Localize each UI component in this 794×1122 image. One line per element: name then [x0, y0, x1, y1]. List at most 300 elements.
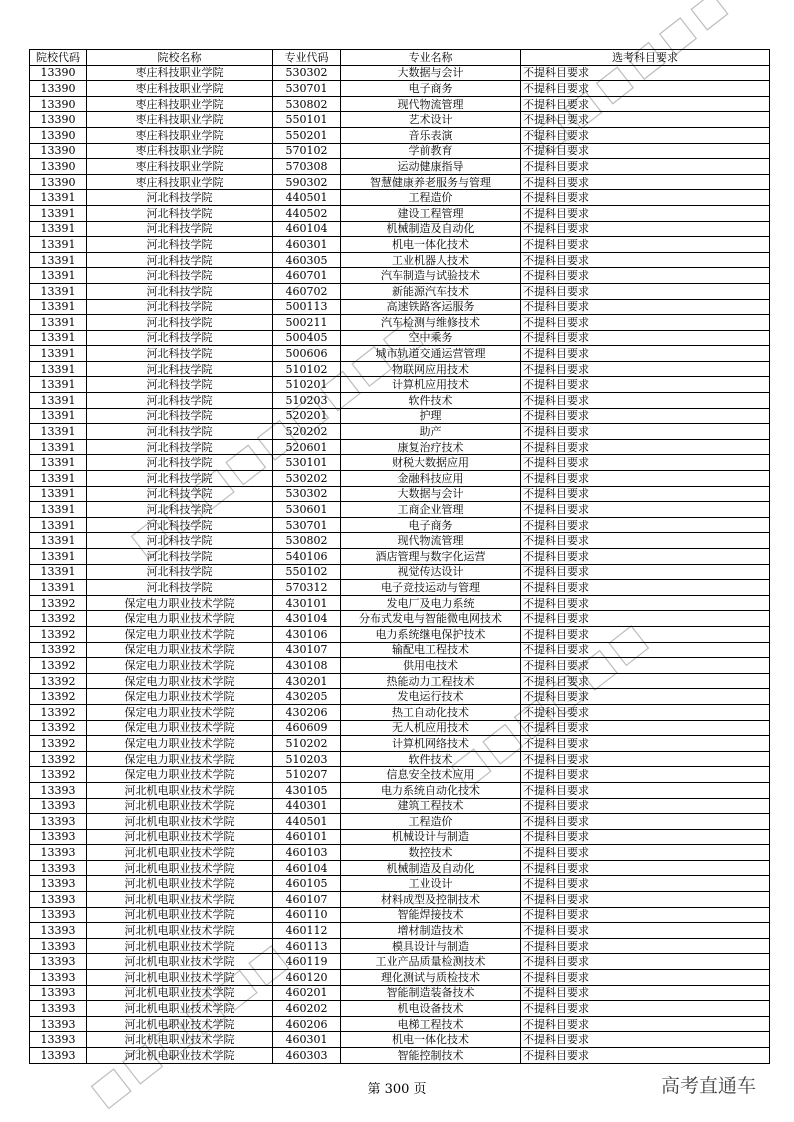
- table-row: [30, 174, 770, 190]
- school-code-cell: 13391: [30, 361, 87, 377]
- school-name-cell: 河北机电职业技术学院: [87, 1048, 273, 1064]
- table-row: [30, 626, 770, 642]
- school-name-cell: 河北科技学院: [87, 580, 273, 596]
- major-name-cell: 机械制造及自动化: [341, 860, 521, 876]
- major-code-cell: 460701: [273, 268, 341, 284]
- table-row: [30, 330, 770, 346]
- school-code-cell: 13392: [30, 736, 87, 752]
- table-row: [30, 549, 770, 565]
- requirement-cell: 不提科目要求: [521, 845, 770, 861]
- requirement-cell: 不提科目要求: [521, 673, 770, 689]
- school-code-cell: 13391: [30, 455, 87, 471]
- requirement-cell: 不提科目要求: [521, 611, 770, 627]
- major-name-cell: 工业产品质量检测技术: [341, 954, 521, 970]
- school-name-cell: 河北机电职业技术学院: [87, 829, 273, 845]
- major-name-cell: 金融科技应用: [341, 471, 521, 487]
- school-name-cell: 河北科技学院: [87, 471, 273, 487]
- major-code-cell: 520201: [273, 408, 341, 424]
- major-code-cell: 510102: [273, 361, 341, 377]
- table-row: [30, 346, 770, 362]
- table-row: [30, 892, 770, 908]
- major-name-cell: 康复治疗技术: [341, 439, 521, 455]
- requirement-cell: 不提科目要求: [521, 892, 770, 908]
- table-row: [30, 611, 770, 627]
- school-name-cell: 河北机电职业技术学院: [87, 876, 273, 892]
- requirement-cell: 不提科目要求: [521, 860, 770, 876]
- school-code-cell: 13391: [30, 549, 87, 565]
- requirement-cell: 不提科目要求: [521, 455, 770, 471]
- school-name-cell: 枣庄科技职业学院: [87, 96, 273, 112]
- requirement-cell: 不提科目要求: [521, 112, 770, 128]
- school-name-cell: 枣庄科技职业学院: [87, 65, 273, 81]
- school-name-cell: 河北科技学院: [87, 221, 273, 237]
- school-name-cell: 河北科技学院: [87, 315, 273, 331]
- requirement-cell: 不提科目要求: [521, 798, 770, 814]
- requirement-cell: 不提科目要求: [521, 221, 770, 237]
- school-code-cell: 13391: [30, 346, 87, 362]
- major-name-cell: 热能动力工程技术: [341, 673, 521, 689]
- table-row: [30, 143, 770, 159]
- school-code-cell: 13393: [30, 798, 87, 814]
- major-name-cell: 电子商务: [341, 517, 521, 533]
- table-row: [30, 533, 770, 549]
- major-name-cell: 酒店管理与数字化运营: [341, 549, 521, 565]
- table-row: [30, 564, 770, 580]
- school-code-cell: 13393: [30, 907, 87, 923]
- requirement-cell: 不提科目要求: [521, 814, 770, 830]
- requirement-cell: 不提科目要求: [521, 970, 770, 986]
- requirement-cell: 不提科目要求: [521, 283, 770, 299]
- major-name-cell: 机电一体化技术: [341, 237, 521, 253]
- school-name-cell: 河北机电职业技术学院: [87, 814, 273, 830]
- major-name-cell: 视觉传达设计: [341, 564, 521, 580]
- school-name-cell: 河北科技学院: [87, 533, 273, 549]
- school-code-cell: 13391: [30, 268, 87, 284]
- school-name-cell: 保定电力职业技术学院: [87, 595, 273, 611]
- school-code-cell: 13391: [30, 315, 87, 331]
- header-school-code: 院校代码: [30, 50, 87, 66]
- school-code-cell: 13391: [30, 237, 87, 253]
- major-code-cell: 530202: [273, 471, 341, 487]
- major-code-cell: 460107: [273, 892, 341, 908]
- major-code-cell: 430107: [273, 642, 341, 658]
- major-code-cell: 460112: [273, 923, 341, 939]
- requirement-cell: 不提科目要求: [521, 954, 770, 970]
- table-row: [30, 283, 770, 299]
- major-code-cell: 460104: [273, 860, 341, 876]
- table-row: [30, 798, 770, 814]
- school-code-cell: 13391: [30, 299, 87, 315]
- header-major-name: 专业名称: [341, 50, 521, 66]
- school-code-cell: 13390: [30, 112, 87, 128]
- major-code-cell: 430106: [273, 626, 341, 642]
- major-name-cell: 智慧健康养老服务与管理: [341, 174, 521, 190]
- requirement-cell: 不提科目要求: [521, 549, 770, 565]
- major-name-cell: 高速铁路客运服务: [341, 299, 521, 315]
- school-code-cell: 13392: [30, 611, 87, 627]
- school-name-cell: 河北科技学院: [87, 517, 273, 533]
- table-row: [30, 642, 770, 658]
- school-code-cell: 13392: [30, 673, 87, 689]
- school-name-cell: 河北科技学院: [87, 237, 273, 253]
- table-row: [30, 205, 770, 221]
- school-code-cell: 13393: [30, 860, 87, 876]
- school-name-cell: 保定电力职业技术学院: [87, 611, 273, 627]
- table-row: [30, 1048, 770, 1064]
- major-name-cell: 输配电工程技术: [341, 642, 521, 658]
- school-name-cell: 河北科技学院: [87, 377, 273, 393]
- school-code-cell: 13390: [30, 81, 87, 97]
- school-name-cell: 河北机电职业技术学院: [87, 954, 273, 970]
- school-name-cell: 保定电力职业技术学院: [87, 720, 273, 736]
- major-name-cell: 助产: [341, 424, 521, 440]
- table-row: [30, 315, 770, 331]
- major-code-cell: 460702: [273, 283, 341, 299]
- major-code-cell: 460201: [273, 985, 341, 1001]
- table-row: [30, 876, 770, 892]
- table-row: [30, 907, 770, 923]
- school-name-cell: 枣庄科技职业学院: [87, 159, 273, 175]
- school-name-cell: 河北科技学院: [87, 299, 273, 315]
- school-name-cell: 河北科技学院: [87, 361, 273, 377]
- major-name-cell: 软件技术: [341, 751, 521, 767]
- major-name-cell: 信息安全技术应用: [341, 767, 521, 783]
- school-code-cell: 13393: [30, 970, 87, 986]
- requirement-cell: 不提科目要求: [521, 65, 770, 81]
- school-code-cell: 13391: [30, 330, 87, 346]
- school-code-cell: 13391: [30, 221, 87, 237]
- school-code-cell: 13392: [30, 767, 87, 783]
- major-name-cell: 工商企业管理: [341, 502, 521, 518]
- table-row: [30, 970, 770, 986]
- table-row: [30, 65, 770, 81]
- requirement-cell: 不提科目要求: [521, 424, 770, 440]
- requirement-cell: 不提科目要求: [521, 782, 770, 798]
- major-code-cell: 500113: [273, 299, 341, 315]
- school-name-cell: 枣庄科技职业学院: [87, 174, 273, 190]
- table-row: [30, 658, 770, 674]
- major-name-cell: 现代物流管理: [341, 96, 521, 112]
- table-row: [30, 985, 770, 1001]
- school-code-cell: 13391: [30, 580, 87, 596]
- requirement-cell: 不提科目要求: [521, 689, 770, 705]
- requirement-cell: 不提科目要求: [521, 736, 770, 752]
- major-code-cell: 460305: [273, 252, 341, 268]
- major-code-cell: 540106: [273, 549, 341, 565]
- school-code-cell: 13392: [30, 689, 87, 705]
- major-code-cell: 500211: [273, 315, 341, 331]
- requirement-cell: 不提科目要求: [521, 143, 770, 159]
- table-row: [30, 517, 770, 533]
- requirement-cell: 不提科目要求: [521, 159, 770, 175]
- major-code-cell: 550102: [273, 564, 341, 580]
- school-code-cell: 13391: [30, 564, 87, 580]
- requirement-cell: 不提科目要求: [521, 829, 770, 845]
- school-code-cell: 13391: [30, 205, 87, 221]
- major-name-cell: 增材制造技术: [341, 923, 521, 939]
- major-name-cell: 电力系统继电保护技术: [341, 626, 521, 642]
- major-code-cell: 500405: [273, 330, 341, 346]
- major-name-cell: 机电设备技术: [341, 1001, 521, 1017]
- major-name-cell: 热工自动化技术: [341, 704, 521, 720]
- table-row: [30, 580, 770, 596]
- major-code-cell: 530601: [273, 502, 341, 518]
- major-name-cell: 材料成型及控制技术: [341, 892, 521, 908]
- school-name-cell: 保定电力职业技术学院: [87, 626, 273, 642]
- school-code-cell: 13393: [30, 876, 87, 892]
- school-code-cell: 13393: [30, 938, 87, 954]
- school-name-cell: 河北科技学院: [87, 564, 273, 580]
- major-code-cell: 460104: [273, 221, 341, 237]
- major-code-cell: 550101: [273, 112, 341, 128]
- requirement-cell: 不提科目要求: [521, 642, 770, 658]
- table-row: [30, 704, 770, 720]
- school-name-cell: 保定电力职业技术学院: [87, 658, 273, 674]
- major-name-cell: 运动健康指导: [341, 159, 521, 175]
- school-name-cell: 枣庄科技职业学院: [87, 143, 273, 159]
- school-name-cell: 河北科技学院: [87, 502, 273, 518]
- major-name-cell: 智能焊接技术: [341, 907, 521, 923]
- requirement-cell: 不提科目要求: [521, 658, 770, 674]
- school-code-cell: 13391: [30, 283, 87, 299]
- requirement-cell: 不提科目要求: [521, 299, 770, 315]
- school-code-cell: 13391: [30, 424, 87, 440]
- major-code-cell: 440502: [273, 205, 341, 221]
- school-code-cell: 13391: [30, 377, 87, 393]
- table-row: [30, 720, 770, 736]
- major-code-cell: 570312: [273, 580, 341, 596]
- school-name-cell: 河北机电职业技术学院: [87, 845, 273, 861]
- table-row: [30, 190, 770, 206]
- table-header-row: [30, 50, 770, 66]
- requirement-cell: 不提科目要求: [521, 985, 770, 1001]
- table-row: [30, 845, 770, 861]
- requirement-cell: 不提科目要求: [521, 938, 770, 954]
- major-name-cell: 建筑工程技术: [341, 798, 521, 814]
- major-code-cell: 440301: [273, 798, 341, 814]
- table-row: [30, 299, 770, 315]
- table-row: [30, 455, 770, 471]
- major-name-cell: 智能控制技术: [341, 1048, 521, 1064]
- school-code-cell: 13393: [30, 1016, 87, 1032]
- major-code-cell: 460119: [273, 954, 341, 970]
- table-row: [30, 81, 770, 97]
- major-name-cell: 工业设计: [341, 876, 521, 892]
- table-row: [30, 814, 770, 830]
- major-name-cell: 大数据与会计: [341, 486, 521, 502]
- school-name-cell: 河北机电职业技术学院: [87, 985, 273, 1001]
- major-code-cell: 440501: [273, 190, 341, 206]
- school-code-cell: 13391: [30, 486, 87, 502]
- requirement-cell: 不提科目要求: [521, 580, 770, 596]
- major-code-cell: 460120: [273, 970, 341, 986]
- major-code-cell: 460101: [273, 829, 341, 845]
- major-name-cell: 工程造价: [341, 814, 521, 830]
- major-name-cell: 理化测试与质检技术: [341, 970, 521, 986]
- requirement-cell: 不提科目要求: [521, 1016, 770, 1032]
- school-code-cell: 13393: [30, 985, 87, 1001]
- table-row: [30, 1001, 770, 1017]
- major-code-cell: 460103: [273, 845, 341, 861]
- major-name-cell: 软件技术: [341, 393, 521, 409]
- school-code-cell: 13391: [30, 393, 87, 409]
- major-name-cell: 发电运行技术: [341, 689, 521, 705]
- requirement-cell: 不提科目要求: [521, 190, 770, 206]
- major-code-cell: 550201: [273, 127, 341, 143]
- school-name-cell: 河北机电职业技术学院: [87, 892, 273, 908]
- table-row: [30, 767, 770, 783]
- table-row: [30, 377, 770, 393]
- table-row: [30, 502, 770, 518]
- requirement-cell: 不提科目要求: [521, 96, 770, 112]
- table-row: [30, 268, 770, 284]
- school-name-cell: 河北科技学院: [87, 455, 273, 471]
- major-name-cell: 分布式发电与智能微电网技术: [341, 611, 521, 627]
- school-code-cell: 13392: [30, 751, 87, 767]
- major-code-cell: 430201: [273, 673, 341, 689]
- header-major-code: 专业代码: [273, 50, 341, 66]
- requirement-cell: 不提科目要求: [521, 1032, 770, 1048]
- table-row: [30, 393, 770, 409]
- requirement-cell: 不提科目要求: [521, 237, 770, 253]
- major-code-cell: 460105: [273, 876, 341, 892]
- school-code-cell: 13391: [30, 533, 87, 549]
- major-name-cell: 电子竞技运动与管理: [341, 580, 521, 596]
- table-row: [30, 829, 770, 845]
- school-name-cell: 河北机电职业技术学院: [87, 970, 273, 986]
- school-name-cell: 保定电力职业技术学院: [87, 751, 273, 767]
- school-name-cell: 河北科技学院: [87, 408, 273, 424]
- school-name-cell: 河北机电职业技术学院: [87, 860, 273, 876]
- major-code-cell: 460301: [273, 237, 341, 253]
- requirement-cell: 不提科目要求: [521, 1001, 770, 1017]
- major-code-cell: 460206: [273, 1016, 341, 1032]
- major-code-cell: 430108: [273, 658, 341, 674]
- major-name-cell: 电子商务: [341, 81, 521, 97]
- school-name-cell: 河北机电职业技术学院: [87, 798, 273, 814]
- major-code-cell: 430105: [273, 782, 341, 798]
- major-code-cell: 430205: [273, 689, 341, 705]
- major-name-cell: 机械制造及自动化: [341, 221, 521, 237]
- school-code-cell: 13390: [30, 159, 87, 175]
- brand-label: 高考直通车: [661, 1075, 757, 1097]
- school-code-cell: 13393: [30, 923, 87, 939]
- school-name-cell: 保定电力职业技术学院: [87, 642, 273, 658]
- requirement-cell: 不提科目要求: [521, 127, 770, 143]
- school-name-cell: 枣庄科技职业学院: [87, 112, 273, 128]
- major-name-cell: 发电厂及电力系统: [341, 595, 521, 611]
- table-row: [30, 424, 770, 440]
- school-name-cell: 河北科技学院: [87, 486, 273, 502]
- table-row: [30, 237, 770, 253]
- major-code-cell: 530701: [273, 81, 341, 97]
- requirement-cell: 不提科目要求: [521, 533, 770, 549]
- school-code-cell: 13393: [30, 814, 87, 830]
- requirement-cell: 不提科目要求: [521, 252, 770, 268]
- major-name-cell: 计算机应用技术: [341, 377, 521, 393]
- table-row: [30, 595, 770, 611]
- major-name-cell: 大数据与会计: [341, 65, 521, 81]
- school-name-cell: 河北机电职业技术学院: [87, 782, 273, 798]
- major-code-cell: 430101: [273, 595, 341, 611]
- school-code-cell: 13392: [30, 642, 87, 658]
- school-code-cell: 13390: [30, 143, 87, 159]
- table-row: [30, 112, 770, 128]
- table-row: [30, 1032, 770, 1048]
- table-row: [30, 159, 770, 175]
- school-name-cell: 河北机电职业技术学院: [87, 1032, 273, 1048]
- school-code-cell: 13391: [30, 517, 87, 533]
- school-code-cell: 13391: [30, 439, 87, 455]
- table-row: [30, 938, 770, 954]
- major-code-cell: 460301: [273, 1032, 341, 1048]
- requirement-cell: 不提科目要求: [521, 268, 770, 284]
- school-name-cell: 河北科技学院: [87, 439, 273, 455]
- table-row: [30, 860, 770, 876]
- school-name-cell: 河北科技学院: [87, 190, 273, 206]
- major-code-cell: 430104: [273, 611, 341, 627]
- table-body: [30, 65, 770, 1063]
- requirement-cell: 不提科目要求: [521, 595, 770, 611]
- school-code-cell: 13390: [30, 127, 87, 143]
- school-name-cell: 保定电力职业技术学院: [87, 736, 273, 752]
- major-code-cell: 460303: [273, 1048, 341, 1064]
- major-code-cell: 510203: [273, 393, 341, 409]
- major-code-cell: 530802: [273, 96, 341, 112]
- table-row: [30, 751, 770, 767]
- major-name-cell: 无人机应用技术: [341, 720, 521, 736]
- major-code-cell: 520601: [273, 439, 341, 455]
- school-code-cell: 13391: [30, 502, 87, 518]
- requirement-cell: 不提科目要求: [521, 564, 770, 580]
- enrollment-table: [29, 49, 770, 1064]
- page-number: 第 300 页: [367, 1082, 427, 1097]
- school-name-cell: 河北科技学院: [87, 393, 273, 409]
- table-row: [30, 361, 770, 377]
- table-row: [30, 923, 770, 939]
- requirement-cell: 不提科目要求: [521, 517, 770, 533]
- requirement-cell: 不提科目要求: [521, 502, 770, 518]
- major-name-cell: 汽车制造与试验技术: [341, 268, 521, 284]
- major-code-cell: 460110: [273, 907, 341, 923]
- major-name-cell: 模具设计与制造: [341, 938, 521, 954]
- major-name-cell: 计算机网络技术: [341, 736, 521, 752]
- major-code-cell: 520202: [273, 424, 341, 440]
- school-code-cell: 13390: [30, 96, 87, 112]
- major-name-cell: 建设工程管理: [341, 205, 521, 221]
- school-code-cell: 13392: [30, 595, 87, 611]
- table-row: [30, 736, 770, 752]
- major-name-cell: 学前教育: [341, 143, 521, 159]
- school-name-cell: 河北科技学院: [87, 330, 273, 346]
- major-name-cell: 护理: [341, 408, 521, 424]
- school-name-cell: 河北机电职业技术学院: [87, 907, 273, 923]
- major-code-cell: 500606: [273, 346, 341, 362]
- school-code-cell: 13393: [30, 1001, 87, 1017]
- school-code-cell: 13391: [30, 408, 87, 424]
- requirement-cell: 不提科目要求: [521, 767, 770, 783]
- requirement-cell: 不提科目要求: [521, 393, 770, 409]
- school-name-cell: 枣庄科技职业学院: [87, 81, 273, 97]
- school-code-cell: 13392: [30, 720, 87, 736]
- table-row: [30, 252, 770, 268]
- table-row: [30, 486, 770, 502]
- school-name-cell: 河北科技学院: [87, 268, 273, 284]
- major-code-cell: 510202: [273, 736, 341, 752]
- table-row: [30, 689, 770, 705]
- table-row: [30, 221, 770, 237]
- requirement-cell: 不提科目要求: [521, 330, 770, 346]
